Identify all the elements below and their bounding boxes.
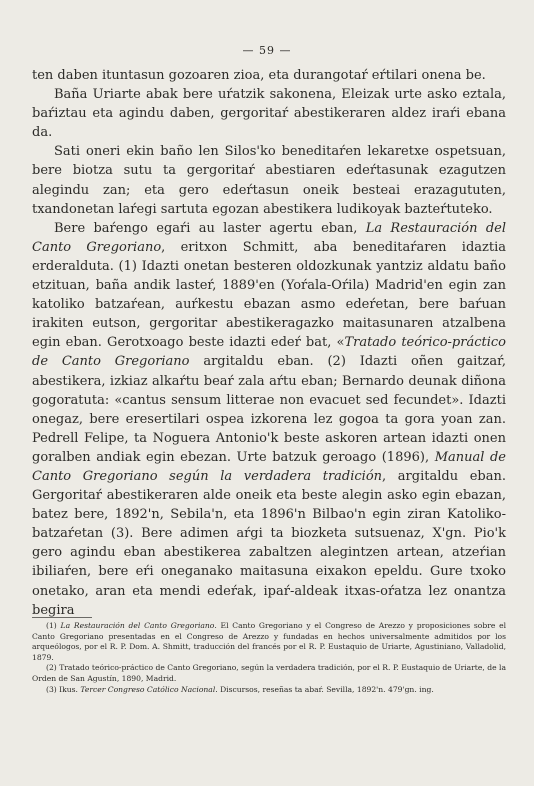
footnote-divider [32,617,92,618]
italic-title: Tratado teórico-práctico de Canto Gregoriano [32,335,506,370]
text-segment: Bere baŕengo egaŕi au laster agertu eban, [54,220,366,236]
text-segment: . El Canto Gregoriano y el Congreso de Arezzo y proposiciones sobre el Canto Gregoriano presentadas en el Congreso de Arezzo y fundadas en hechos universalmente admitidos por los arqueólogos, por el R. P. Dom. A. Shmitt, traducción del francés por el R. P. Eustaquio de Uriarte, Agustiniano, Valladolid, 1879. [32,621,507,662]
paragraph [32,219,506,620]
text-segment: (1) [46,621,61,630]
text-segment: , argitaldu eban. Gergoritaŕ abestikeraren alde oneik eta beste alegin asko egin ebazan, batez bere, 1892'n, Sebila'n, eta 1896'n Bilbao'n egin ziran Katoliko-batzaŕetan (3). Bere adimen aŕgi ta biozketa sutsuenaz, X'gn. Pio'k gero agindu eban abestikerea zabaltzen alegintzen artean, atzeŕian ibiliaŕen, bere eŕi oneganako maitasuna eixakon epeldu. Gure txoko onetako, aran eta mendi edeŕak, ipaŕ-aldeak itxas-oŕatza lez onantza begira [32,468,506,618]
text-segment: . Discursos, reseñas ta abaŕ. Sevilla, 1892'n. 479'gn. ing. [215,684,434,694]
text-segment: argitaldu eban. (2) Idazti oñen gaitzaŕ, abestikera, izkiaz alkaŕtu beaŕ zala aŕtu eban; Bernardo deunak diñona gogoratuta: «cantus sensum litterae non evacuet sed fecundet». Idazti onegaz, bere eresertilari ospea izkorena lez gogoa ta gora yoan zan. Pedrell Felipe, ta Noguera Antonio'k beste askoren artean idazti onen goralben andiak egin ebezan. Urte batzuk geroago (1896), [32,354,506,465]
body-text [32,66,506,620]
text-segment: Sati oneri ekin baño len Silos'ko beneditaŕen lekaretxe ospetsuan, bere biotza sutu ta gergoritaŕ abestiaren edeŕtasunak ezagutzen alegindu zan; eta gero edeŕtasun oneik besteai erazagututen, txandonetan laŕegi sartuta egozan abestikera ludikoyak bazteŕtuteko. [32,144,506,217]
text-segment: , eritxon Schmitt, aba beneditaŕaren idaztia erderalduta. (1) Idazti onetan besteren oldozkunak yantziz aldatu baño etzituan, baña andik lasteŕ, 1889'en (Yoŕala-Oŕila) Madrid'en egin zan katoliko batzaŕean, auŕkestu ebazan asmo edeŕetan, bere baŕuan irakiten eutson, gergoritar abestikeragazko maitasunaren atzalbena egin eban. Gerotxoago beste idazti edeŕ bat, « [32,239,506,351]
paragraph [32,66,506,85]
footnote [32,621,506,663]
text-segment: (2) Tratado teórico-práctico de Canto Gregoriano, según la verdadera tradición, por el R. P. Eustaquio de Uriarte, de la Orden de San Agustín, 1890, Madrid. [32,663,506,683]
paragraph [32,85,506,142]
text-segment: Baña Uriarte abak bere uŕatzik sakonena, Eleizak urte asko eztala, baŕiztau eta agindu daben, gergoritaŕ abestikeraren aldez iraŕi ebana da. [32,87,506,141]
footnote [32,663,506,684]
text-segment: (3) Ikus. [46,684,81,694]
page-number: — 59 — [242,44,292,57]
italic-title: Manual de Canto Gregoriano según la verdadera tradición [32,449,506,484]
italic-title: Tercer Congreso Católico Nacional [80,684,216,694]
text-segment: ten daben ituntasun gozoaren zioa, eta durangotaŕ eŕtilari onena be. [32,68,486,83]
footnote [32,685,506,696]
paragraph [32,142,506,218]
italic-title: La Restauración del Canto Gregoriano [60,621,215,630]
footnotes [32,621,506,695]
italic-title: La Restauración del Canto Gregoriano [32,220,506,255]
